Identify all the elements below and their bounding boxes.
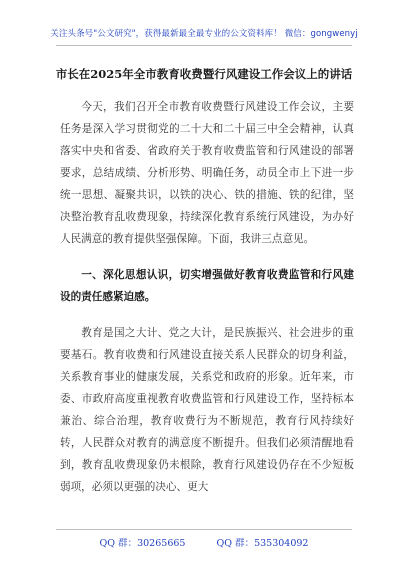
footer-qq-group-2: QQ 群：535304092 — [216, 538, 309, 549]
document-title: 市长在2025年全市教育收费暨行风建设工作会议上的讲话 — [55, 67, 353, 81]
footer-qq-group-1: QQ 群：30265665 — [99, 538, 186, 549]
page-header: 关注头条号"公文研究"，获得最新最全最专业的公文资料库！ 微信：gongwenyj — [50, 29, 358, 39]
paragraph-intro: 今天，我们召开全市教育收费暨行风建设工作会议，主要任务是深入学习贯彻党的二十大和二十届三中全会精神，认真落实中央和省委、省政府关于教育收费监管和行风建设的部署要求，总结成绩、分析形势、明确任务，动员全市上下进一步统一思想、凝聚共识，以铁的决心、铁的措施、铁的纪律，坚决整治教育乱收费现象，持续深化教育系统行风建设，为办好人民满意的教育提供坚强保障。下面，我讲三点意见。 — [60, 101, 354, 245]
document-body — [60, 96, 354, 498]
header-divider — [56, 45, 352, 46]
page-footer — [0, 535, 408, 549]
footer-divider — [56, 529, 352, 530]
section-heading-1: 一、深化思想认识，切实增强做好教育收费监管和行风建设的责任感紧迫感。 — [60, 269, 354, 303]
paragraph-section-1: 教育是国之大计、党之大计，是民族振兴、社会进步的重要基石。教育收费和行风建设直接关系人民群众的切身利益，关系教育事业的健康发展，关系党和政府的形象。近年来，市委、市政府高度重视教育收费监管和行风建设工作，坚持标本兼治、综合治理，教育收费行为不断规范，教育行风持续好转，人民群众对教育的满意度不断提升。但我们必须清醒地看到，教育乱收费现象仍未根除，教育行风建设仍存在不少短板弱项，必须以更强的决心、更大 — [60, 327, 354, 493]
